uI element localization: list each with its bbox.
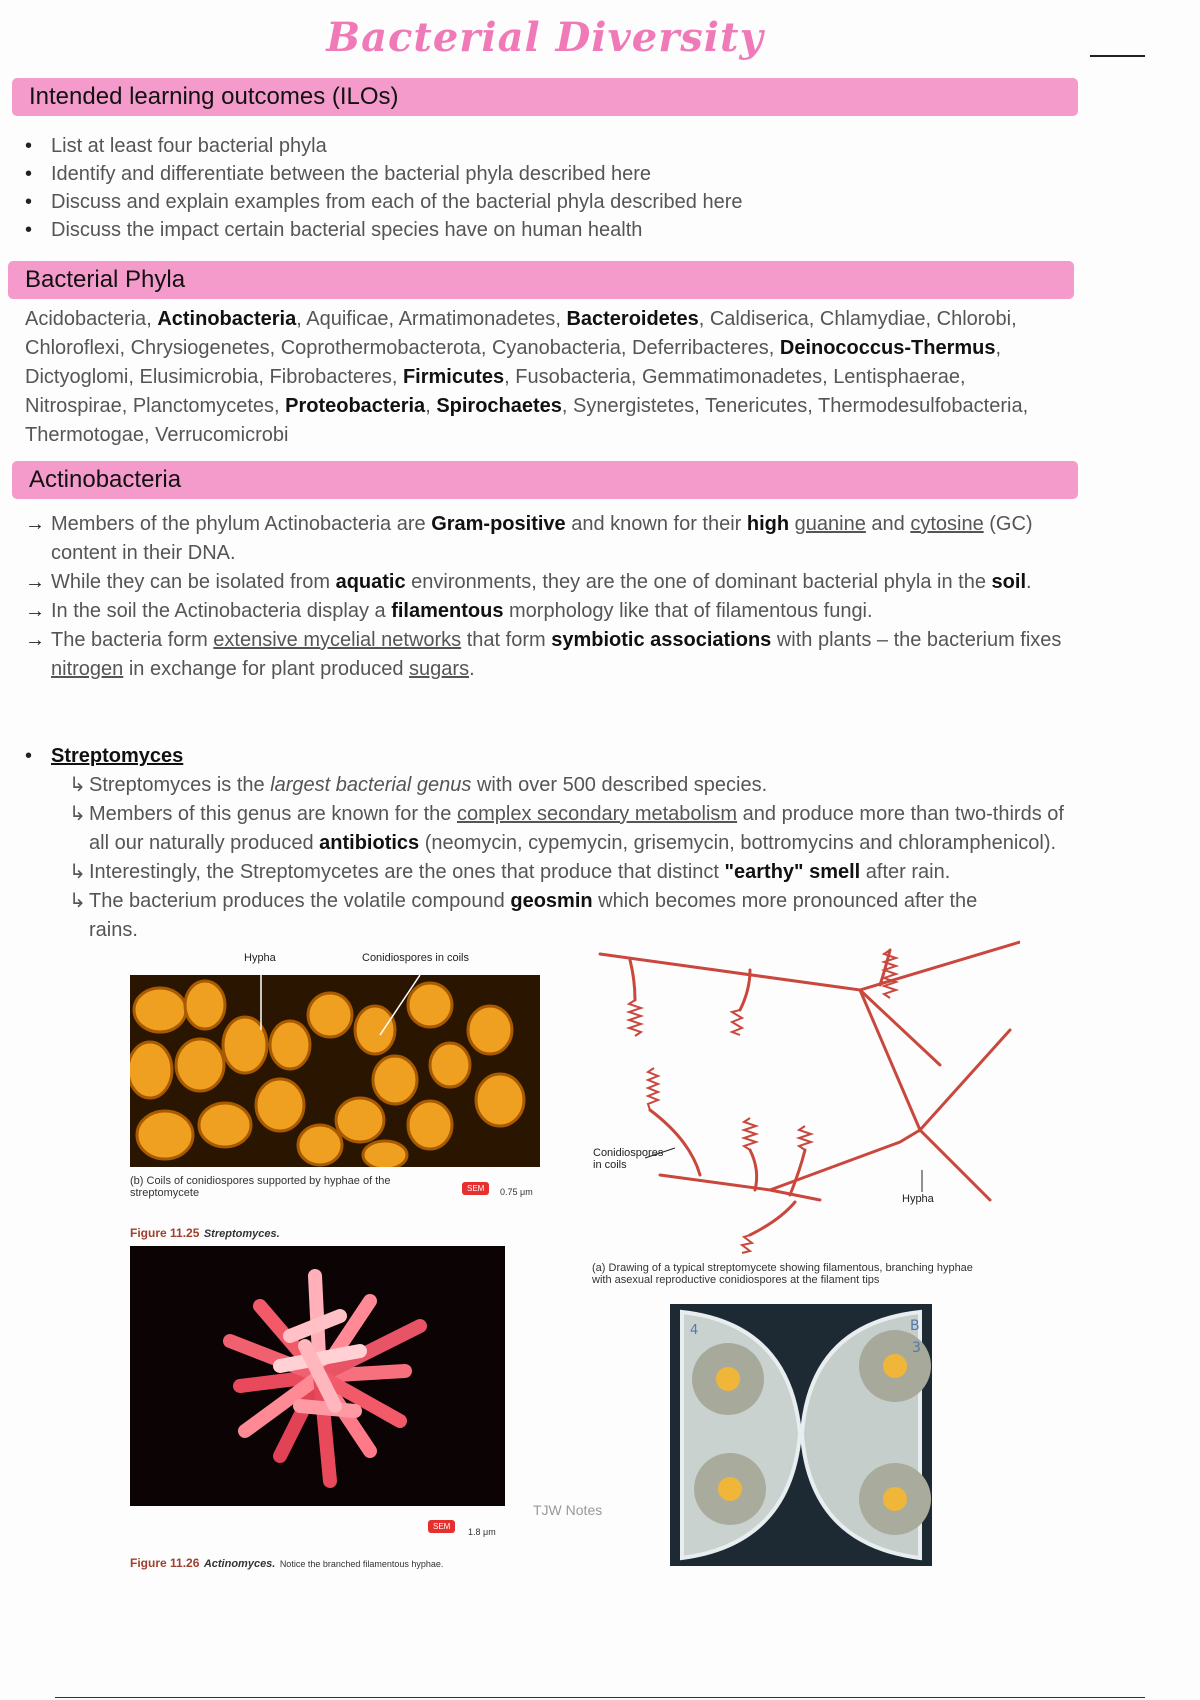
actino-point: → While they can be isolated from aquatic environments, they are the one of dominant bacterial phyla in the soil. xyxy=(25,568,1070,597)
phyla-list: Acidobacteria, Actinobacteria, Aquificae, Armatimonadetes, Bacteroidetes, Caldiserica, Chlamydiae, Chlorobi, Chloroflexi, Chrysiogenetes, Coprothermobacterota, Cyanobacteria, Deferribacteres, Deinococcus-Thermus, Dictyoglomi, Elusimicrobia, Fibrobacteres, Firmicutes, Fusobacteria, Gemmatimonadetes, Lentisphaerae, Nitrospirae, Planctomycetes, Proteobacteria, Spirochaetes, Synergistetes, Tenericutes, Thermodesulfobacteria, Thermotogae, Verrucomicrobi xyxy=(25,308,1029,446)
phylum-name: Firmicutes xyxy=(402,366,505,388)
ilo-item: • Discuss and explain examples from each of the bacterial phyla described here xyxy=(25,188,742,216)
phyla-heading: Bacterial Phyla xyxy=(8,261,1074,299)
bottom-rule xyxy=(55,1697,1145,1698)
phylum-name: Proteobacteria xyxy=(285,395,426,417)
streptomyces-heading: • Streptomyces xyxy=(25,742,1065,771)
watermark: TJW Notes xyxy=(533,1502,603,1518)
streptomyces-section xyxy=(25,742,1065,945)
sem-badge-c: SEM xyxy=(428,1516,455,1534)
figure-11-26-caption: Figure 11.26 Actinomyces. Notice the branched filamentous hyphae. xyxy=(130,1556,444,1570)
drawing-conidiospores-label: Conidiospores in coils xyxy=(593,1147,664,1171)
phylum-name: Tenericutes xyxy=(704,395,808,417)
actinobacteria-heading: Actinobacteria xyxy=(12,461,1078,499)
ilo-item: • List at least four bacterial phyla xyxy=(25,132,742,160)
actino-point: → Members of the phylum Actinobacteria are Gram-positive and known for their high guanine and cytosine (GC) content in their DNA. xyxy=(25,510,1070,568)
ilo-heading: Intended learning outcomes (ILOs) xyxy=(12,78,1078,116)
strepto-point: ↳ Interestingly, the Streptomycetes are the ones that produce that distinct "earthy" smell after rain. xyxy=(69,858,1065,887)
scale-bar-b: 0.75 μm xyxy=(500,1187,533,1197)
phylum-name: Lentisphaerae xyxy=(833,366,960,388)
phylum-name: Chrysiogenetes xyxy=(130,337,270,359)
agar-plate-photo xyxy=(670,1304,932,1566)
strepto-point: ↳ The bacterium produces the volatile compound geosmin which becomes more pronounced after the rains. xyxy=(69,887,1029,945)
drawing-hypha-label: Hypha xyxy=(902,1193,934,1205)
phylum-name: Verrucomicrobi xyxy=(155,424,289,446)
phylum-name: Deferribacteres xyxy=(632,337,769,359)
phylum-name: Aquificae xyxy=(306,308,389,330)
page-title: Bacterial Diversity xyxy=(326,14,764,61)
phylum-name: Fusobacteria xyxy=(515,366,631,388)
phylum-name: Armatimonadetes xyxy=(398,308,556,330)
phylum-name: Nitrospirae xyxy=(25,395,122,417)
sem-badge-b: SEM xyxy=(462,1178,489,1196)
plate-note: B xyxy=(910,1318,920,1334)
phylum-name: Dictyoglomi xyxy=(25,366,129,388)
phylum-name: Chlamydiae xyxy=(819,308,926,330)
ilo-list xyxy=(25,132,742,244)
actinobacteria-points xyxy=(25,510,1070,684)
phylum-name: Chlorobi xyxy=(936,308,1012,330)
figure-11-25-caption: Figure 11.25 Streptomyces. xyxy=(130,1226,280,1240)
phylum-name: Fibrobacteres xyxy=(269,366,392,388)
scale-bar-c: 1.8 μm xyxy=(468,1527,496,1537)
phylum-name: Planctomycetes xyxy=(132,395,274,417)
actinomyces-sem-image xyxy=(130,1246,505,1506)
phylum-name: Elusimicrobia xyxy=(139,366,259,388)
plate-note: 3 xyxy=(912,1340,921,1356)
conidiospores-label: Conidiospores in coils xyxy=(362,952,469,964)
actino-point: → In the soil the Actinobacteria display a filamentous morphology like that of filamentous fungi. xyxy=(25,597,1070,626)
ilo-item: • Discuss the impact certain bacterial species have on human health xyxy=(25,216,742,244)
hypha-label: Hypha xyxy=(244,952,276,964)
phylum-name: Synergistetes xyxy=(573,395,695,417)
conidiospore-sem-image xyxy=(130,975,540,1167)
phylum-name: Gemmatimonadetes xyxy=(641,366,823,388)
phylum-name: Coprothermobacterota xyxy=(280,337,481,359)
figure-a-caption: (a) Drawing of a typical streptomycete showing filamentous, branching hyphae with asexual reproductive conidiospores at the filament tips xyxy=(592,1262,973,1286)
phylum-name: Deinococcus-Thermus xyxy=(779,337,996,359)
phylum-name: Caldiserica xyxy=(709,308,809,330)
strepto-point: ↳ Members of this genus are known for the complex secondary metabolism and produce more than two-thirds of all our naturally produced antibiotics (neomycin, cypemycin, grisemycin, bottromycins and chloramphenicol). xyxy=(69,800,1065,858)
hyphae-drawing xyxy=(590,930,1020,1260)
phylum-name: Bacteroidetes xyxy=(566,308,699,330)
strepto-point: ↳ Streptomyces is the largest bacterial genus with over 500 described species. xyxy=(69,771,1065,800)
phylum-name: Thermodesulfobacteria xyxy=(818,395,1023,417)
phylum-name: Chloroflexi xyxy=(25,337,120,359)
ilo-item: • Identify and differentiate between the bacterial phyla described here xyxy=(25,160,742,188)
phylum-name: Actinobacteria xyxy=(157,308,297,330)
phylum-name: Acidobacteria xyxy=(25,308,147,330)
phylum-name: Thermotogae xyxy=(25,424,144,446)
actino-point: → The bacteria form extensive mycelial networks that form symbiotic associations with plants – the bacterium fixes nitrogen in exchange for plant produced sugars. xyxy=(25,626,1070,684)
figure-b-caption: (b) Coils of conidiospores supported by hyphae of the streptomycete xyxy=(130,1175,391,1199)
plate-note: 4 xyxy=(690,1323,699,1338)
corner-rule xyxy=(1090,55,1145,57)
phylum-name: Cyanobacteria xyxy=(491,337,621,359)
phylum-name: Spirochaetes xyxy=(436,395,562,417)
